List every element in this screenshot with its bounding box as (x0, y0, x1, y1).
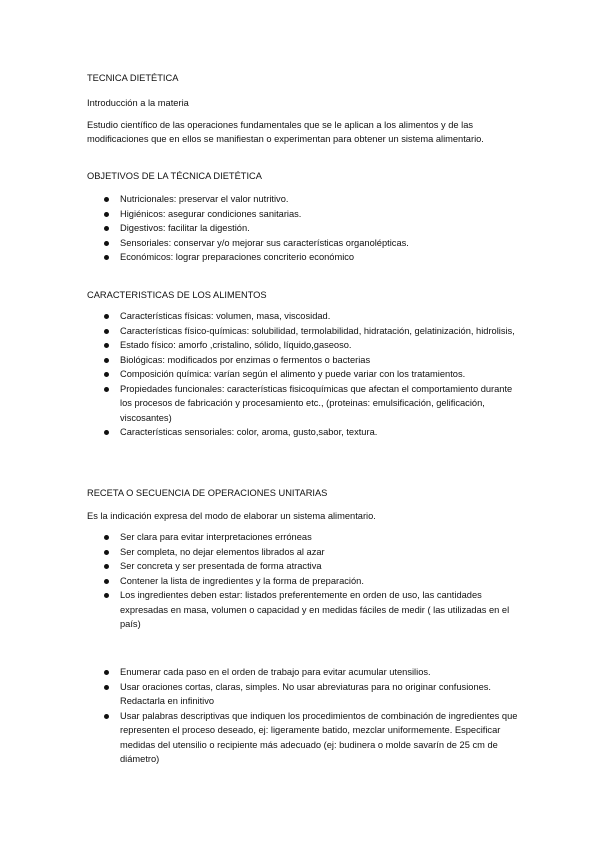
bullet-icon (104, 535, 109, 540)
bullet-icon (104, 714, 109, 719)
document-title: TECNICA DIETÉTICA (87, 73, 179, 83)
recipe-list-a (0, 530, 520, 632)
list-item: Usar palabras descriptivas que indiquen los procedimientos de combinación de ingredientes que representen el proceso deseado, ej: ligeramente batido, mezclar uniformemente. Especificar medidas del utensilio o recipiente más adecuado (ej: budinera o molde savarín de 25 cm de diámetro) (0, 709, 520, 767)
list-item: Características físicas: volumen, masa, viscosidad. (0, 309, 520, 324)
bullet-icon (104, 550, 109, 555)
bullet-icon (104, 255, 109, 260)
characteristics-heading: CARACTERISTICAS DE LOS ALIMENTOS (87, 290, 267, 300)
objectives-list (0, 192, 520, 265)
objectives-heading: OBJETIVOS DE LA TÉCNICA DIETÉTICA (87, 171, 262, 181)
bullet-icon (104, 579, 109, 584)
bullet-icon (104, 593, 109, 598)
list-item: Ser completa, no dejar elementos librados al azar (0, 545, 520, 560)
list-item: Económicos: lograr preparaciones concriterio económico (0, 250, 520, 265)
list-item: Digestivos: facilitar la digestión. (0, 221, 520, 236)
list-item: Características sensoriales: color, aroma, gusto,sabor, textura. (0, 425, 520, 440)
bullet-icon (104, 212, 109, 217)
bullet-icon (104, 670, 109, 675)
bullet-icon (104, 197, 109, 202)
list-item: Enumerar cada paso en el orden de trabajo para evitar acumular utensilios. (0, 665, 520, 680)
bullet-icon (104, 314, 109, 319)
bullet-icon (104, 358, 109, 363)
intro-heading: Introducción a la materia (87, 98, 189, 108)
list-item: Nutricionales: preservar el valor nutritivo. (0, 192, 520, 207)
list-item: Estado físico: amorfo ,cristalino, sólido, líquido,gaseoso. (0, 338, 520, 353)
list-item: Propiedades funcionales: características fisicoquímicas que afectan el comportamiento durante los procesos de fabricación y procesamiento etc., (proteinas: emulsificación, gelificación, viscosantes) (0, 382, 520, 426)
bullet-icon (104, 564, 109, 569)
bullet-icon (104, 241, 109, 246)
bullet-icon (104, 430, 109, 435)
intro-paragraph: Estudio científico de las operaciones fundamentales que se le aplican a los alimentos y de las modificaciones que en ellos se manifiestan o experimentan para obtener un sistema alimentario. (87, 120, 484, 144)
list-item: Los ingredientes deben estar: listados preferentemente en orden de uso, las cantidades expresadas en masa, volumen o capacidad y en medidas fáciles de medir ( las utilizadas en el país) (0, 588, 520, 632)
list-item: Contener la lista de ingredientes y la forma de preparación. (0, 574, 520, 589)
list-item: Biológicas: modificados por enzimas o fermentos o bacterias (0, 353, 520, 368)
bullet-icon (104, 226, 109, 231)
list-item: Composición química: varían según el alimento y puede variar con los tratamientos. (0, 367, 520, 382)
list-item: Ser concreta y ser presentada de forma atractiva (0, 559, 520, 574)
recipe-list-b (0, 665, 520, 767)
recipe-heading: RECETA O SECUENCIA DE OPERACIONES UNITARIAS (87, 488, 328, 498)
characteristics-list (0, 309, 520, 440)
bullet-icon (104, 343, 109, 348)
list-item: Sensoriales: conservar y/o mejorar sus características organolépticas. (0, 236, 520, 251)
bullet-icon (104, 329, 109, 334)
bullet-icon (104, 387, 109, 392)
bullet-icon (104, 685, 109, 690)
list-item: Características físico-químicas: solubilidad, termolabilidad, hidratación, gelatinización, hidrolisis, (0, 324, 520, 339)
list-item: Usar oraciones cortas, claras, simples. No usar abreviaturas para no originar confusiones. Redactarla en infinitivo (0, 680, 520, 709)
bullet-icon (104, 372, 109, 377)
list-item: Higiénicos: asegurar condiciones sanitarias. (0, 207, 520, 222)
recipe-definition: Es la indicación expresa del modo de elaborar un sistema alimentario. (87, 511, 376, 521)
list-item: Ser clara para evitar interpretaciones erróneas (0, 530, 520, 545)
